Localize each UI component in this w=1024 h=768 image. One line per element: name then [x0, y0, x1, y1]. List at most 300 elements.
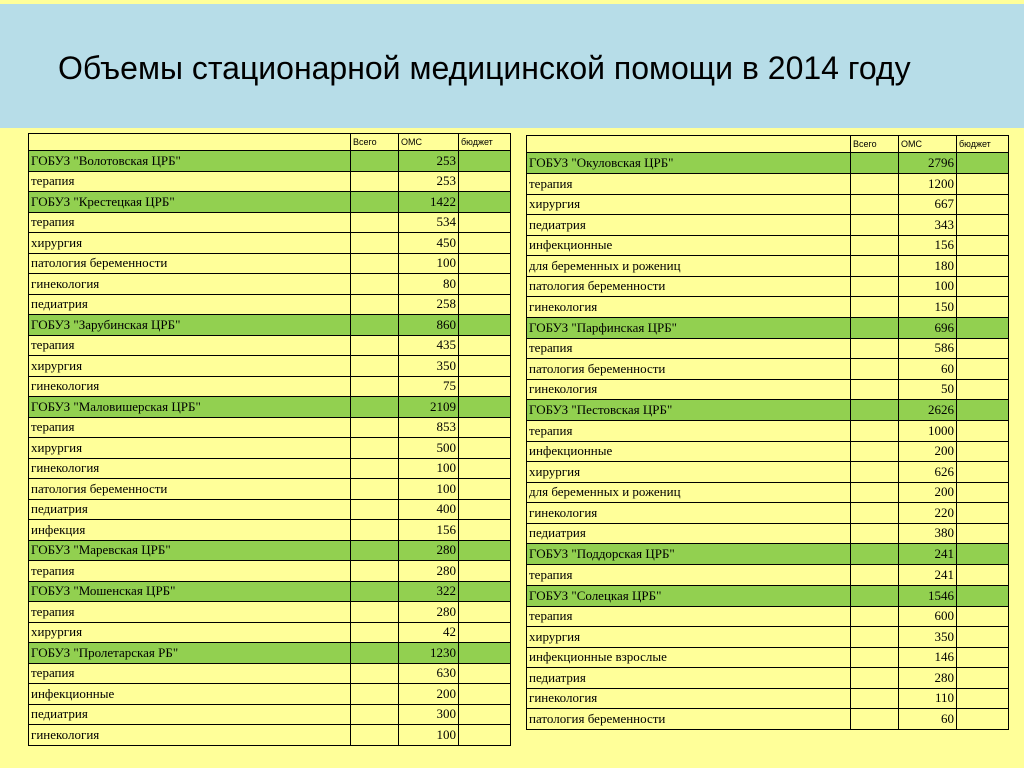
- row-name: хирургия: [29, 438, 351, 459]
- row-name: терапия: [527, 421, 851, 442]
- row-budget: [459, 212, 511, 233]
- row-total: [351, 151, 399, 172]
- row-budget: [459, 253, 511, 274]
- table-row: [527, 297, 1009, 318]
- row-budget: [957, 379, 1009, 400]
- org-row: [29, 581, 511, 602]
- row-name: хирургия: [29, 233, 351, 254]
- row-total: [351, 704, 399, 725]
- table-row: [29, 438, 511, 459]
- table-row: [29, 561, 511, 582]
- row-total: [851, 235, 899, 256]
- row-oms: 696: [899, 317, 957, 338]
- table-row: [29, 212, 511, 233]
- table-row: [29, 356, 511, 377]
- row-oms: 156: [899, 235, 957, 256]
- row-total: [351, 684, 399, 705]
- row-total: [351, 622, 399, 643]
- row-budget: [957, 400, 1009, 421]
- row-oms: 258: [399, 294, 459, 315]
- table-row: [29, 253, 511, 274]
- row-total: [851, 606, 899, 627]
- row-budget: [957, 297, 1009, 318]
- row-budget: [957, 317, 1009, 338]
- table-row: [527, 523, 1009, 544]
- row-oms: 1000: [899, 421, 957, 442]
- row-total: [851, 668, 899, 689]
- row-total: [851, 462, 899, 483]
- row-total: [351, 540, 399, 561]
- row-budget: [957, 276, 1009, 297]
- row-name: педиатрия: [527, 523, 851, 544]
- table-row: [527, 668, 1009, 689]
- row-total: [851, 276, 899, 297]
- row-name: для беременных и рожениц: [527, 256, 851, 277]
- row-budget: [459, 233, 511, 254]
- row-oms: 280: [399, 561, 459, 582]
- row-budget: [957, 627, 1009, 648]
- row-total: [351, 192, 399, 213]
- table-row: [29, 274, 511, 295]
- table-row: [29, 622, 511, 643]
- row-name: хирургия: [527, 627, 851, 648]
- row-oms: 100: [399, 458, 459, 479]
- row-name: хирургия: [29, 622, 351, 643]
- row-total: [851, 153, 899, 174]
- row-name: терапия: [29, 171, 351, 192]
- row-budget: [459, 192, 511, 213]
- table-row: [29, 520, 511, 541]
- row-oms: 322: [399, 581, 459, 602]
- row-budget: [957, 606, 1009, 627]
- row-oms: 280: [399, 540, 459, 561]
- row-budget: [459, 725, 511, 746]
- row-budget: [459, 151, 511, 172]
- row-total: [351, 253, 399, 274]
- row-oms: 1200: [899, 174, 957, 195]
- row-name: ГОБУЗ "Волотовская ЦРБ": [29, 151, 351, 172]
- row-budget: [957, 359, 1009, 380]
- row-name: педиатрия: [527, 668, 851, 689]
- row-oms: 220: [899, 503, 957, 524]
- row-oms: 1230: [399, 643, 459, 664]
- row-oms: 110: [899, 688, 957, 709]
- org-row: [527, 585, 1009, 606]
- row-oms: 1546: [899, 585, 957, 606]
- row-total: [851, 585, 899, 606]
- table-row: [29, 294, 511, 315]
- row-total: [351, 438, 399, 459]
- table-row: [527, 338, 1009, 359]
- row-oms: 50: [899, 379, 957, 400]
- row-name: педиатрия: [527, 215, 851, 236]
- row-total: [851, 482, 899, 503]
- row-total: [851, 379, 899, 400]
- row-oms: 180: [899, 256, 957, 277]
- row-budget: [957, 503, 1009, 524]
- row-budget: [459, 561, 511, 582]
- row-total: [351, 274, 399, 295]
- row-name: гинекология: [29, 458, 351, 479]
- row-name: инфекционные взрослые: [527, 647, 851, 668]
- row-budget: [957, 174, 1009, 195]
- row-total: [351, 663, 399, 684]
- row-name: гинекология: [29, 376, 351, 397]
- row-oms: 2796: [899, 153, 957, 174]
- header-oms: ОМС: [399, 134, 459, 151]
- row-name: ГОБУЗ "Окуловская ЦРБ": [527, 153, 851, 174]
- row-budget: [459, 438, 511, 459]
- row-name: ГОБУЗ "Пестовская ЦРБ": [527, 400, 851, 421]
- table-row: [527, 606, 1009, 627]
- row-name: гинекология: [527, 297, 851, 318]
- row-total: [851, 441, 899, 462]
- row-oms: 400: [399, 499, 459, 520]
- row-oms: 380: [899, 523, 957, 544]
- row-name: педиатрия: [29, 499, 351, 520]
- row-total: [851, 627, 899, 648]
- table-row: [527, 462, 1009, 483]
- row-total: [351, 335, 399, 356]
- row-oms: 75: [399, 376, 459, 397]
- header-budget: бюджет: [957, 136, 1009, 153]
- row-total: [851, 400, 899, 421]
- row-total: [351, 479, 399, 500]
- row-name: хирургия: [527, 194, 851, 215]
- row-oms: 450: [399, 233, 459, 254]
- row-oms: 586: [899, 338, 957, 359]
- row-budget: [459, 602, 511, 623]
- row-name: хирургия: [527, 462, 851, 483]
- row-oms: 600: [899, 606, 957, 627]
- row-oms: 100: [399, 479, 459, 500]
- row-total: [351, 499, 399, 520]
- table-row: [527, 647, 1009, 668]
- row-oms: 350: [399, 356, 459, 377]
- row-name: терапия: [29, 417, 351, 438]
- row-budget: [459, 520, 511, 541]
- row-name: ГОБУЗ "Поддорская ЦРБ": [527, 544, 851, 565]
- table-row: [527, 235, 1009, 256]
- table-row: [29, 725, 511, 746]
- row-total: [351, 233, 399, 254]
- row-name: терапия: [527, 338, 851, 359]
- page-title: Объемы стационарной медицинской помощи в 2014 году: [58, 50, 911, 86]
- row-total: [351, 520, 399, 541]
- row-budget: [459, 397, 511, 418]
- row-name: патология беременности: [527, 709, 851, 730]
- row-oms: 60: [899, 359, 957, 380]
- row-budget: [459, 171, 511, 192]
- header-name: [527, 136, 851, 153]
- row-budget: [957, 585, 1009, 606]
- row-name: гинекология: [527, 379, 851, 400]
- row-name: инфекция: [29, 520, 351, 541]
- row-name: терапия: [29, 602, 351, 623]
- table-row: [527, 256, 1009, 277]
- org-row: [527, 153, 1009, 174]
- row-budget: [459, 376, 511, 397]
- row-oms: 156: [399, 520, 459, 541]
- row-budget: [957, 565, 1009, 586]
- row-oms: 350: [899, 627, 957, 648]
- row-oms: 435: [399, 335, 459, 356]
- table-row: [527, 421, 1009, 442]
- header-oms: ОМС: [899, 136, 957, 153]
- row-name: ГОБУЗ "Маловишерская ЦРБ": [29, 397, 351, 418]
- row-oms: 300: [399, 704, 459, 725]
- row-total: [851, 317, 899, 338]
- header-total: Всего: [351, 134, 399, 151]
- row-total: [351, 561, 399, 582]
- table-row: [29, 458, 511, 479]
- row-name: терапия: [29, 561, 351, 582]
- row-budget: [957, 215, 1009, 236]
- table-row: [29, 602, 511, 623]
- row-total: [351, 417, 399, 438]
- row-oms: 343: [899, 215, 957, 236]
- table-header: [29, 134, 511, 151]
- row-budget: [459, 540, 511, 561]
- table-row: [29, 376, 511, 397]
- row-oms: 100: [399, 725, 459, 746]
- row-oms: 241: [899, 565, 957, 586]
- row-total: [351, 643, 399, 664]
- table-row: [527, 441, 1009, 462]
- row-name: патология беременности: [527, 276, 851, 297]
- row-budget: [957, 647, 1009, 668]
- row-budget: [459, 663, 511, 684]
- row-total: [351, 294, 399, 315]
- row-total: [351, 315, 399, 336]
- row-budget: [459, 643, 511, 664]
- row-oms: 253: [399, 171, 459, 192]
- row-total: [351, 356, 399, 377]
- row-total: [351, 458, 399, 479]
- row-budget: [957, 194, 1009, 215]
- row-budget: [957, 482, 1009, 503]
- row-oms: 860: [399, 315, 459, 336]
- row-budget: [459, 684, 511, 705]
- row-budget: [459, 274, 511, 295]
- row-budget: [957, 668, 1009, 689]
- row-name: педиатрия: [29, 294, 351, 315]
- row-total: [851, 194, 899, 215]
- row-oms: 100: [399, 253, 459, 274]
- row-name: хирургия: [29, 356, 351, 377]
- table-row: [527, 276, 1009, 297]
- left-table-body: [29, 134, 511, 746]
- row-oms: 667: [899, 194, 957, 215]
- row-budget: [459, 581, 511, 602]
- org-row: [29, 151, 511, 172]
- row-oms: 280: [899, 668, 957, 689]
- header-total: Всего: [851, 136, 899, 153]
- row-total: [351, 581, 399, 602]
- row-oms: 626: [899, 462, 957, 483]
- table-row: [29, 499, 511, 520]
- row-budget: [459, 294, 511, 315]
- table-row: [29, 233, 511, 254]
- row-total: [851, 565, 899, 586]
- row-total: [851, 544, 899, 565]
- table-row: [527, 709, 1009, 730]
- table-row: [527, 215, 1009, 236]
- row-total: [851, 338, 899, 359]
- row-total: [851, 503, 899, 524]
- row-name: терапия: [29, 212, 351, 233]
- row-oms: 146: [899, 647, 957, 668]
- table-row: [527, 565, 1009, 586]
- row-budget: [957, 688, 1009, 709]
- row-total: [351, 602, 399, 623]
- row-budget: [459, 356, 511, 377]
- org-row: [29, 643, 511, 664]
- row-oms: 2626: [899, 400, 957, 421]
- row-name: терапия: [527, 174, 851, 195]
- row-budget: [957, 709, 1009, 730]
- row-name: терапия: [527, 565, 851, 586]
- table-row: [527, 174, 1009, 195]
- row-name: терапия: [527, 606, 851, 627]
- row-budget: [957, 544, 1009, 565]
- row-total: [851, 709, 899, 730]
- table-row: [29, 663, 511, 684]
- row-oms: 2109: [399, 397, 459, 418]
- row-oms: 80: [399, 274, 459, 295]
- org-row: [527, 544, 1009, 565]
- row-name: ГОБУЗ "Крестецкая ЦРБ": [29, 192, 351, 213]
- row-oms: 630: [399, 663, 459, 684]
- row-oms: 100: [899, 276, 957, 297]
- row-budget: [957, 235, 1009, 256]
- row-name: ГОБУЗ "Пролетарская РБ": [29, 643, 351, 664]
- row-name: гинекология: [29, 274, 351, 295]
- header-budget: бюджет: [459, 134, 511, 151]
- row-budget: [459, 622, 511, 643]
- row-name: ГОБУЗ "Мошенская ЦРБ": [29, 581, 351, 602]
- row-total: [851, 523, 899, 544]
- row-name: ГОБУЗ "Маревская ЦРБ": [29, 540, 351, 561]
- org-row: [29, 397, 511, 418]
- table-row: [29, 335, 511, 356]
- row-oms: 280: [399, 602, 459, 623]
- row-budget: [957, 421, 1009, 442]
- row-name: для беременных и рожениц: [527, 482, 851, 503]
- table-row: [29, 171, 511, 192]
- row-name: ГОБУЗ "Солецкая ЦРБ": [527, 585, 851, 606]
- row-oms: 500: [399, 438, 459, 459]
- row-total: [351, 376, 399, 397]
- row-name: инфекционные: [527, 235, 851, 256]
- row-budget: [459, 335, 511, 356]
- row-name: гинекология: [527, 503, 851, 524]
- row-total: [851, 174, 899, 195]
- table-row: [527, 194, 1009, 215]
- row-budget: [957, 338, 1009, 359]
- row-oms: 253: [399, 151, 459, 172]
- row-name: инфекционные: [29, 684, 351, 705]
- table-row: [527, 627, 1009, 648]
- row-total: [851, 256, 899, 277]
- row-budget: [459, 417, 511, 438]
- row-total: [851, 688, 899, 709]
- row-budget: [459, 499, 511, 520]
- right-table-body: [527, 136, 1009, 730]
- row-total: [851, 359, 899, 380]
- table-row: [29, 704, 511, 725]
- row-name: педиатрия: [29, 704, 351, 725]
- row-budget: [957, 256, 1009, 277]
- table-row: [527, 482, 1009, 503]
- table-row: [29, 479, 511, 500]
- row-total: [851, 215, 899, 236]
- row-name: ГОБУЗ "Парфинская ЦРБ": [527, 317, 851, 338]
- row-budget: [957, 462, 1009, 483]
- table-row: [29, 417, 511, 438]
- row-budget: [459, 315, 511, 336]
- right-table: [526, 135, 1009, 730]
- row-oms: 853: [399, 417, 459, 438]
- row-budget: [957, 441, 1009, 462]
- row-total: [851, 647, 899, 668]
- row-budget: [459, 458, 511, 479]
- row-total: [351, 725, 399, 746]
- row-name: патология беременности: [29, 479, 351, 500]
- row-total: [351, 397, 399, 418]
- table-row: [527, 379, 1009, 400]
- row-name: патология беременности: [29, 253, 351, 274]
- row-oms: 200: [399, 684, 459, 705]
- org-row: [527, 317, 1009, 338]
- row-oms: 241: [899, 544, 957, 565]
- row-name: гинекология: [29, 725, 351, 746]
- row-oms: 1422: [399, 192, 459, 213]
- row-oms: 60: [899, 709, 957, 730]
- row-name: терапия: [29, 663, 351, 684]
- row-budget: [957, 523, 1009, 544]
- org-row: [527, 400, 1009, 421]
- org-row: [29, 315, 511, 336]
- org-row: [29, 540, 511, 561]
- row-total: [851, 297, 899, 318]
- row-name: терапия: [29, 335, 351, 356]
- org-row: [29, 192, 511, 213]
- row-budget: [957, 153, 1009, 174]
- row-oms: 534: [399, 212, 459, 233]
- row-name: ГОБУЗ "Зарубинская ЦРБ": [29, 315, 351, 336]
- row-total: [351, 212, 399, 233]
- table-header: [527, 136, 1009, 153]
- row-oms: 150: [899, 297, 957, 318]
- row-total: [351, 171, 399, 192]
- row-oms: 200: [899, 441, 957, 462]
- row-budget: [459, 704, 511, 725]
- table-row: [527, 688, 1009, 709]
- row-name: патология беременности: [527, 359, 851, 380]
- row-budget: [459, 479, 511, 500]
- table-row: [527, 503, 1009, 524]
- row-oms: 200: [899, 482, 957, 503]
- row-name: гинекология: [527, 688, 851, 709]
- row-name: инфекционные: [527, 441, 851, 462]
- header-name: [29, 134, 351, 151]
- row-total: [851, 421, 899, 442]
- table-row: [29, 684, 511, 705]
- row-oms: 42: [399, 622, 459, 643]
- table-row: [527, 359, 1009, 380]
- left-table: [28, 133, 511, 746]
